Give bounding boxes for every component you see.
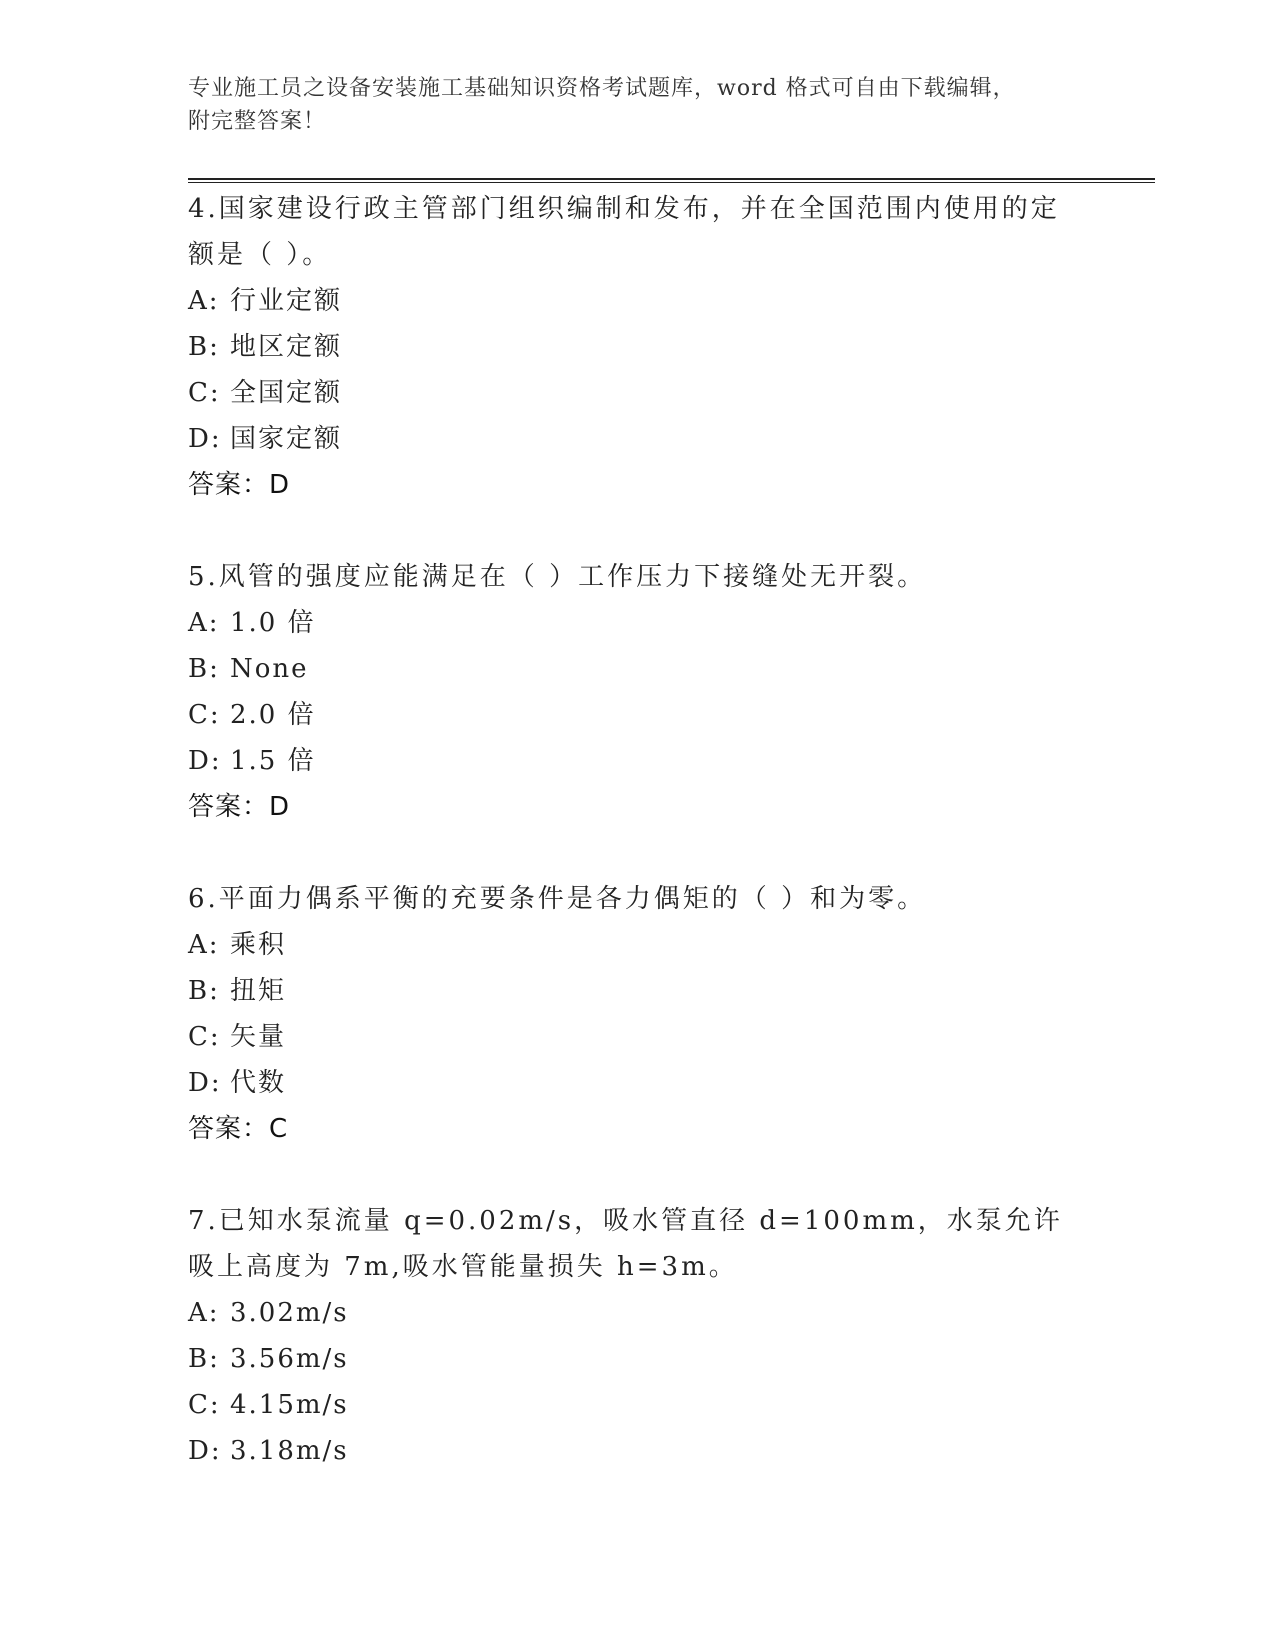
option-text: 1.0 倍 — [230, 608, 316, 638]
document-header — [188, 72, 1088, 138]
option-text: None — [230, 654, 309, 684]
question-stem: 6.平面力偶系平衡的充要条件是各力偶矩的（ ）和为零。 — [188, 884, 927, 914]
option-c — [188, 692, 1088, 738]
option-c — [188, 370, 1088, 416]
option-a — [188, 278, 1088, 324]
option-text: 扭矩 — [230, 976, 287, 1006]
option-text: 全国定额 — [230, 378, 343, 408]
option-letter: B: — [188, 654, 220, 684]
option-d — [188, 1428, 1088, 1474]
option-a — [188, 600, 1088, 646]
option-text: 3.02m/s — [230, 1298, 349, 1328]
answer-line: 答案：D — [188, 470, 291, 500]
option-letter: D: — [188, 424, 222, 454]
option-text: 4.15m/s — [230, 1390, 349, 1420]
answer-line: 答案：C — [188, 1114, 289, 1144]
question-stem: 5.风管的强度应能满足在（ ）工作压力下接缝处无开裂。 — [188, 562, 927, 592]
option-c — [188, 1014, 1088, 1060]
option-text: 3.56m/s — [230, 1344, 349, 1374]
option-letter: C: — [188, 378, 221, 408]
option-text: 国家定额 — [230, 424, 343, 454]
option-d — [188, 416, 1088, 462]
question-6 — [188, 876, 1088, 1152]
option-text: 矢量 — [230, 1022, 287, 1052]
option-letter: A: — [188, 1298, 220, 1328]
option-letter: D: — [188, 1068, 222, 1098]
option-text: 行业定额 — [230, 286, 343, 316]
option-b — [188, 1336, 1088, 1382]
option-letter: D: — [188, 746, 222, 776]
option-letter: B: — [188, 1344, 220, 1374]
question-stem: 7.已知水泵流量 q=0.02m/s，吸水管直径 d=100mm，水泵允许吸上高度为 7m,吸水管能量损失 h=3m。 — [188, 1206, 1063, 1282]
question-7 — [188, 1198, 1088, 1474]
option-text: 地区定额 — [230, 332, 343, 362]
header-line-1: 专业施工员之设备安装施工基础知识资格考试题库，word 格式可自由下载编辑， — [188, 76, 1016, 101]
option-d — [188, 1060, 1088, 1106]
option-letter: D: — [188, 1436, 222, 1466]
header-line-2: 附完整答案！ — [188, 109, 327, 134]
option-b — [188, 646, 1088, 692]
option-text: 代数 — [230, 1068, 287, 1098]
option-letter: A: — [188, 286, 220, 316]
header-divider — [188, 178, 1155, 183]
option-text: 2.0 倍 — [230, 700, 316, 730]
option-letter: B: — [188, 332, 220, 362]
question-5 — [188, 554, 1088, 830]
question-list — [188, 186, 1088, 1520]
question-4 — [188, 186, 1088, 508]
option-letter: C: — [188, 1022, 221, 1052]
option-c — [188, 1382, 1088, 1428]
option-letter: A: — [188, 930, 220, 960]
option-a — [188, 922, 1088, 968]
option-text: 乘积 — [230, 930, 287, 960]
answer-line: 答案：D — [188, 792, 291, 822]
option-letter: C: — [188, 700, 221, 730]
option-text: 1.5 倍 — [230, 746, 316, 776]
question-stem: 4.国家建设行政主管部门组织编制和发布，并在全国范围内使用的定额是（ ）。 — [188, 194, 1060, 270]
option-letter: A: — [188, 608, 220, 638]
option-letter: C: — [188, 1390, 221, 1420]
option-b — [188, 324, 1088, 370]
option-a — [188, 1290, 1088, 1336]
option-d — [188, 738, 1088, 784]
option-text: 3.18m/s — [230, 1436, 349, 1466]
option-b — [188, 968, 1088, 1014]
option-letter: B: — [188, 976, 220, 1006]
